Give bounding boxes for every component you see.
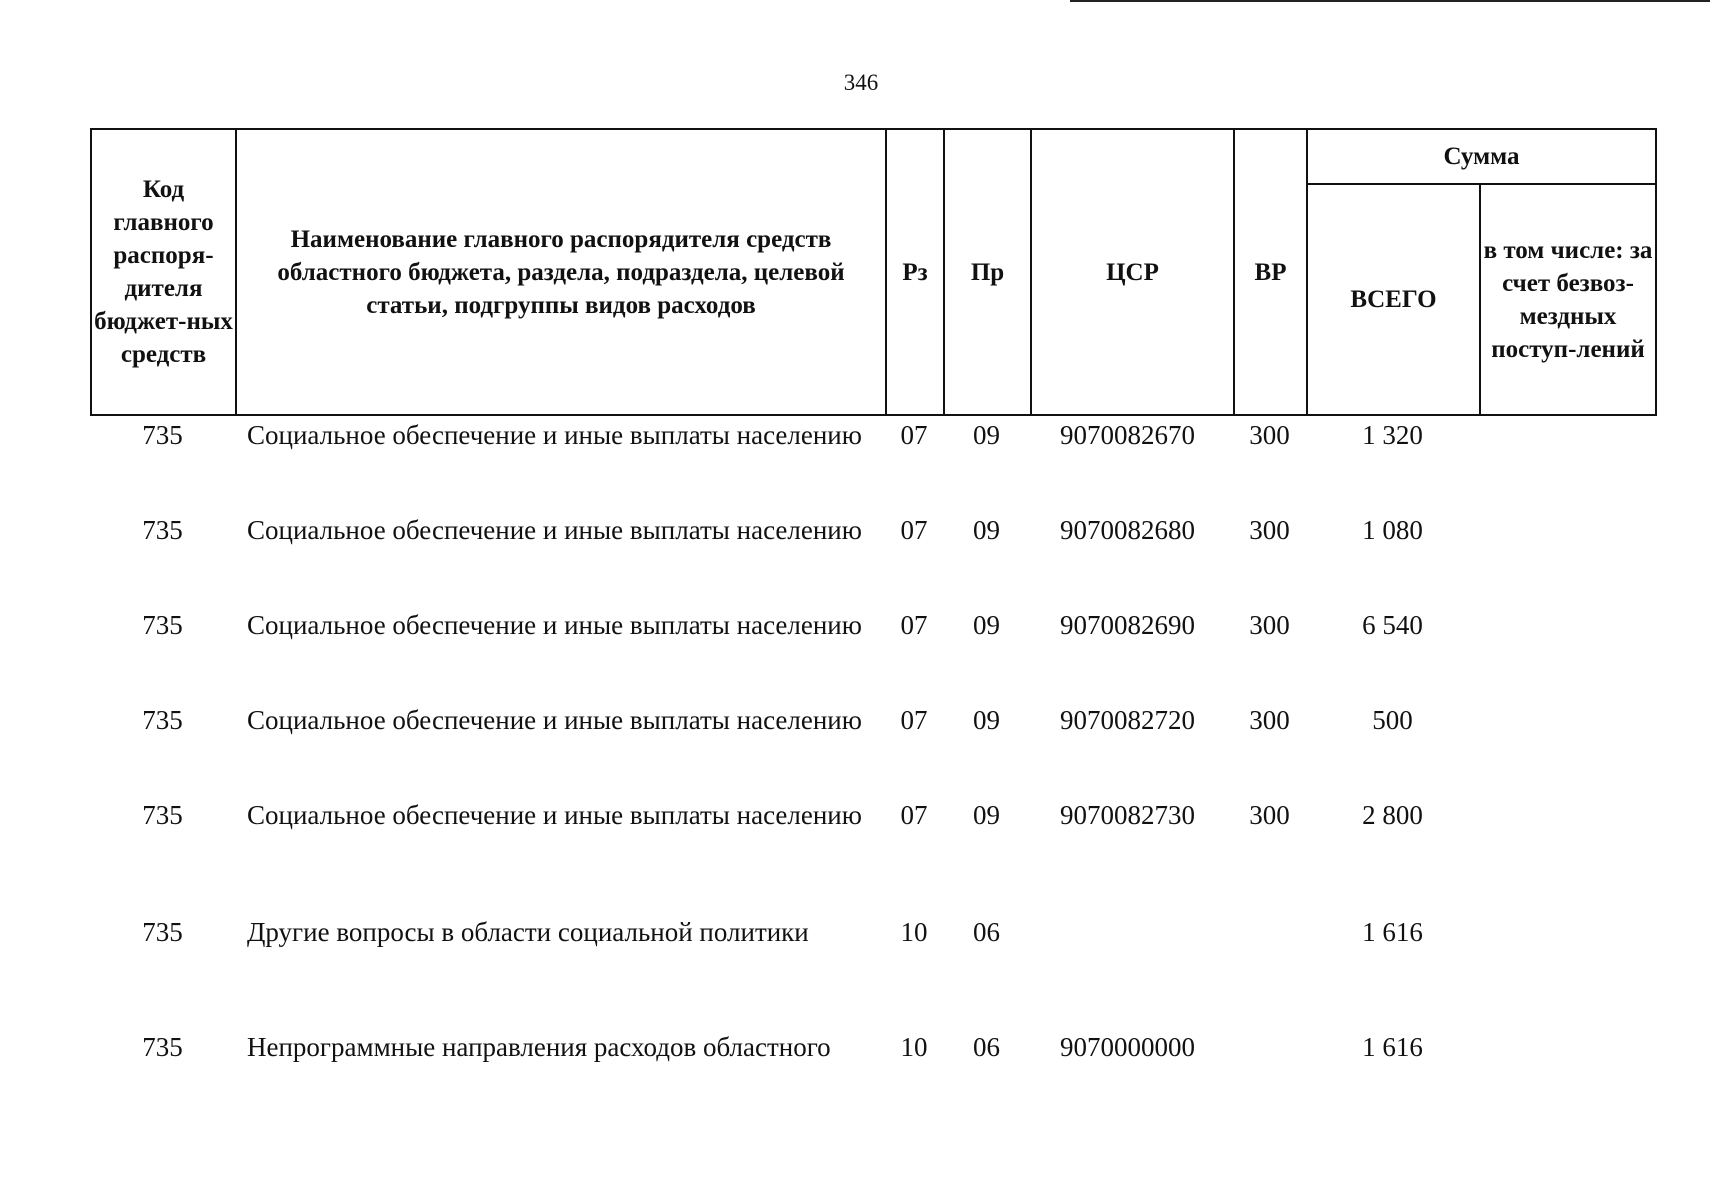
table-header bbox=[90, 128, 1657, 416]
cell-code: 735 bbox=[142, 800, 183, 830]
cell-name: Социальное обеспечение и иные выплаты населению bbox=[247, 610, 862, 640]
cell-incl bbox=[1479, 414, 1655, 509]
cell-total: 500 bbox=[1372, 705, 1413, 735]
cell-vr bbox=[1233, 911, 1306, 1026]
cell-pr: 09 bbox=[973, 800, 1000, 830]
cell-vr: 300 bbox=[1249, 420, 1290, 450]
cell-pr: 06 bbox=[973, 1032, 1000, 1062]
cell-incl bbox=[1479, 699, 1655, 794]
cell-name: Социальное обеспечение и иные выплаты населению bbox=[247, 800, 862, 830]
cell-code: 735 bbox=[142, 917, 183, 947]
cell-csr: 9070082670 bbox=[1060, 420, 1195, 450]
table-row bbox=[90, 509, 1655, 604]
cell-total: 1 080 bbox=[1362, 515, 1423, 545]
cell-vr: 300 bbox=[1249, 610, 1290, 640]
cell-csr bbox=[1030, 911, 1233, 1026]
cell-rz: 07 bbox=[900, 800, 928, 830]
header-csr: ЦСР bbox=[1031, 129, 1234, 415]
header-total: ВСЕГО bbox=[1307, 184, 1480, 415]
cell-rz: 07 bbox=[900, 515, 928, 545]
page-number: 346 bbox=[843, 70, 879, 95]
cell-rz: 07 bbox=[900, 610, 928, 640]
table-row bbox=[90, 911, 1655, 1026]
cell-vr: 300 bbox=[1249, 800, 1290, 830]
header-pr: Пр bbox=[944, 129, 1031, 415]
table-row bbox=[90, 1026, 1655, 1088]
header-code: Код главного распоря-дителя бюджет-ных средств bbox=[91, 129, 236, 415]
cell-incl bbox=[1479, 604, 1655, 699]
cell-name: Социальное обеспечение и иные выплаты населению bbox=[247, 705, 862, 735]
table-row bbox=[90, 414, 1655, 509]
cell-name: Социальное обеспечение и иные выплаты населению bbox=[247, 420, 862, 450]
table-row bbox=[90, 794, 1655, 911]
cell-rz: 10 bbox=[900, 917, 928, 947]
table-body bbox=[90, 414, 1655, 1088]
cell-name: Другие вопросы в области социальной политики bbox=[247, 917, 809, 947]
cell-incl bbox=[1479, 509, 1655, 604]
cell-incl bbox=[1479, 794, 1655, 911]
cell-code: 735 bbox=[142, 515, 183, 545]
header-name: Наименование главного распорядителя средств областного бюджета, раздела, подраздела, целевой статьи, подгруппы видов расходов bbox=[236, 129, 886, 415]
cell-total: 1 616 bbox=[1362, 917, 1423, 947]
header-rz: Рз bbox=[886, 129, 944, 415]
cell-total: 1 320 bbox=[1362, 420, 1423, 450]
cell-rz: 07 bbox=[900, 420, 928, 450]
cell-incl bbox=[1479, 911, 1655, 1026]
cell-vr: 300 bbox=[1249, 515, 1290, 545]
cell-name: Непрограммные направления расходов областного bbox=[247, 1032, 831, 1062]
cell-incl bbox=[1479, 1026, 1655, 1088]
cell-pr: 09 bbox=[973, 515, 1000, 545]
cell-total: 2 800 bbox=[1362, 800, 1423, 830]
cell-pr: 09 bbox=[973, 705, 1000, 735]
cell-pr: 09 bbox=[973, 420, 1000, 450]
header-vr: ВР bbox=[1234, 129, 1307, 415]
cell-code: 735 bbox=[142, 705, 183, 735]
cell-csr: 9070082680 bbox=[1060, 515, 1195, 545]
cell-rz: 10 bbox=[900, 1032, 928, 1062]
cell-vr: 300 bbox=[1249, 705, 1290, 735]
cell-csr: 9070082690 bbox=[1060, 610, 1195, 640]
header-incl: в том числе: за счет безвоз-мездных поступ-лений bbox=[1480, 184, 1656, 415]
cell-pr: 06 bbox=[973, 917, 1000, 947]
cell-total: 6 540 bbox=[1362, 610, 1423, 640]
cell-code: 735 bbox=[142, 1032, 183, 1062]
top-border-line bbox=[1070, 0, 1710, 2]
cell-csr: 9070082720 bbox=[1060, 705, 1195, 735]
table-row bbox=[90, 604, 1655, 699]
cell-code: 735 bbox=[142, 420, 183, 450]
cell-csr: 9070082730 bbox=[1060, 800, 1195, 830]
cell-total: 1 616 bbox=[1362, 1032, 1423, 1062]
header-sum: Сумма bbox=[1307, 129, 1656, 184]
cell-code: 735 bbox=[142, 610, 183, 640]
table-row bbox=[90, 699, 1655, 794]
cell-rz: 07 bbox=[900, 705, 928, 735]
cell-vr bbox=[1233, 1026, 1306, 1088]
cell-pr: 09 bbox=[973, 610, 1000, 640]
cell-csr: 9070000000 bbox=[1060, 1032, 1195, 1062]
cell-name: Социальное обеспечение и иные выплаты населению bbox=[247, 515, 862, 545]
